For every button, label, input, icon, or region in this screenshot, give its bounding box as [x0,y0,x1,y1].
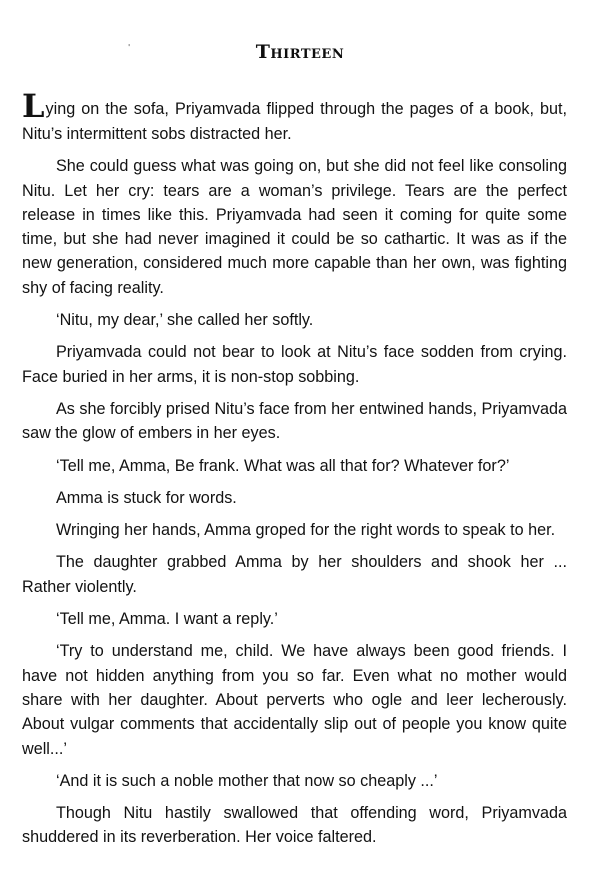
paragraph-8: Wringing her hands, Amma groped for the right words to speak to her. [56,521,556,540]
paragraph-1 [22,87,567,146]
chapter-body [22,87,567,858]
paragraph-4: Priyamvada could not bear to look at Nitu’s face sodden from crying. Face buried in her arms, it is non-stop sobbing. [22,343,567,386]
paragraph-12: ‘And it is such a noble mother that now so cheaply ...’ [56,771,438,790]
paragraph-9: The daughter grabbed Amma by her shoulders and shook her ... Rather violently. [22,553,567,596]
paragraph-13: Though Nitu hastily swallowed that offending word, Priyamvada shuddered in its reverberation. Her voice faltered. [22,804,567,847]
paragraph-7: Amma is stuck for words. [56,488,237,507]
stray-mark: ' [128,43,131,52]
paragraph-1-text: ying on the sofa, Priyamvada flipped through the pages of a book, but, Nitu’s intermittent sobs distracted her. [22,100,567,143]
paragraph-10: ‘Tell me, Amma. I want a reply.’ [56,610,278,629]
paragraph-11: ‘Try to understand me, child. We have always been good friends. I have not hidden anything from you so far. Even what no mother would share with her daughter. About perverts who ogle and leer lecherously. About vulgar comments that accidentally slip out of people you know quite well...’ [22,642,567,758]
drop-letter: L [22,87,45,125]
paragraph-5: As she forcibly prised Nitu’s face from her entwined hands, Priyamvada saw the glow of embers in her eyes. [22,399,567,443]
chapter-title: Thirteen [255,41,345,63]
paragraph-3: ‘Nitu, my dear,’ she called her softly. [56,311,314,330]
paragraph-6: ‘Tell me, Amma, Be frank. What was all that for? Whatever for?’ [56,456,510,475]
paragraph-2: She could guess what was going on, but she did not feel like consoling Nitu. Let her cry: tears are a woman’s privilege. Tears are the perfect release in times like this. Priyamvada had seen it coming for quite some time, but she had never imagined it could be so cathartic. It was as if the new generation, considered much more capable than her own, was fighting shy of facing reality. [22,157,567,297]
